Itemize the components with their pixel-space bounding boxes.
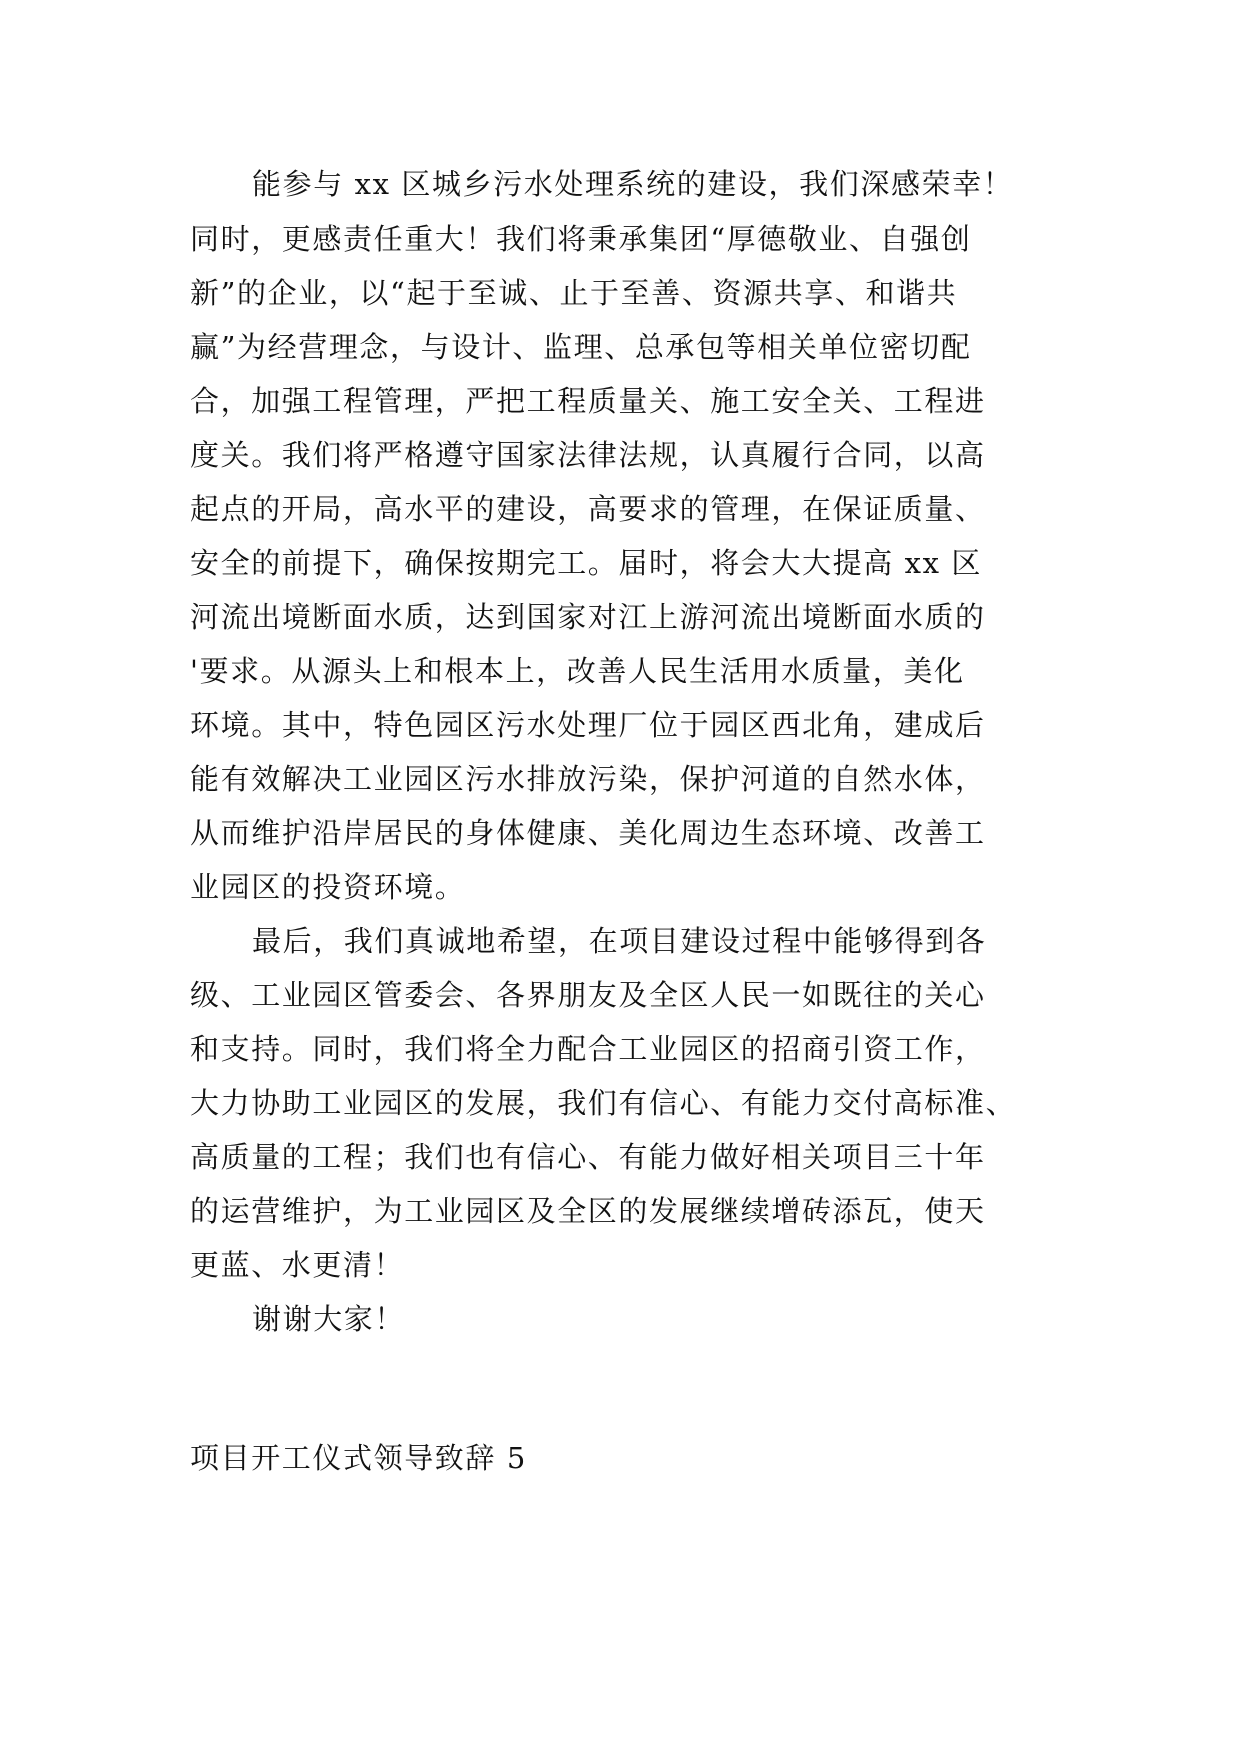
paragraph-1-line-2: 同时，更感责任重大！我们将秉承集团“厚德敬业、自强创 [190,222,972,256]
paragraph-1-line-12: 能有效解决工业园区污水排放污染，保护河道的自然水体， [190,762,986,796]
paragraph-1-line-14: 业园区的投资环境。 [190,870,466,904]
closing-line: 谢谢大家！ [252,1302,406,1336]
paragraph-2-line-1: 最后，我们真诚地希望，在项目建设过程中能够得到各 [252,924,987,958]
paragraph-2-line-3: 和支持。同时，我们将全力配合工业园区的招商引资工作， [190,1032,986,1066]
paragraph-1-line-4: 赢”为经营理念，与设计、监理、总承包等相关单位密切配 [190,330,972,364]
paragraph-2-line-7: 更蓝、水更清！ [190,1248,405,1282]
paragraph-2-line-4: 大力协助工业园区的发展，我们有信心、有能力交付高标准、 [190,1086,1017,1120]
paragraph-2-line-2: 级、工业园区管委会、各界朋友及全区人民一如既往的关心 [190,978,986,1012]
paragraph-2-line-6: 的运营维护，为工业园区及全区的发展继续增砖添瓦，使天 [190,1194,986,1228]
paragraph-1-line-3: 新”的企业，以“起于至诚、止于至善、资源共享、和谐共 [190,276,958,310]
paragraph-2-line-5: 高质量的工程；我们也有信心、有能力做好相关项目三十年 [190,1140,986,1174]
paragraph-1-line-10: '要求。从源头上和根本上，改善人民生活用水质量，美化 [190,654,965,688]
paragraph-1-line-1: 能参与 xx 区城乡污水处理系统的建设，我们深感荣幸！ [252,167,1014,201]
paragraph-1-line-11: 环境。其中，特色园区污水处理厂位于园区西北角，建成后 [190,708,986,742]
paragraph-1-line-13: 从而维护沿岸居民的身体健康、美化周边生态环境、改善工 [190,816,986,850]
paragraph-1-line-9: 河流出境断面水质，达到国家对江上游河流出境断面水质的 [190,600,986,634]
paragraph-1-line-8: 安全的前提下，确保按期完工。届时，将会大大提高 xx 区 [190,546,982,580]
paragraph-1-line-7: 起点的开局，高水平的建设，高要求的管理，在保证质量、 [190,492,986,526]
next-section-heading: 项目开工仪式领导致辞 5 [190,1441,527,1475]
paragraph-1-line-5: 合，加强工程管理，严把工程质量关、施工安全关、工程进 [190,384,986,418]
paragraph-1-line-6: 度关。我们将严格遵守国家法律法规，认真履行合同，以高 [190,438,986,472]
